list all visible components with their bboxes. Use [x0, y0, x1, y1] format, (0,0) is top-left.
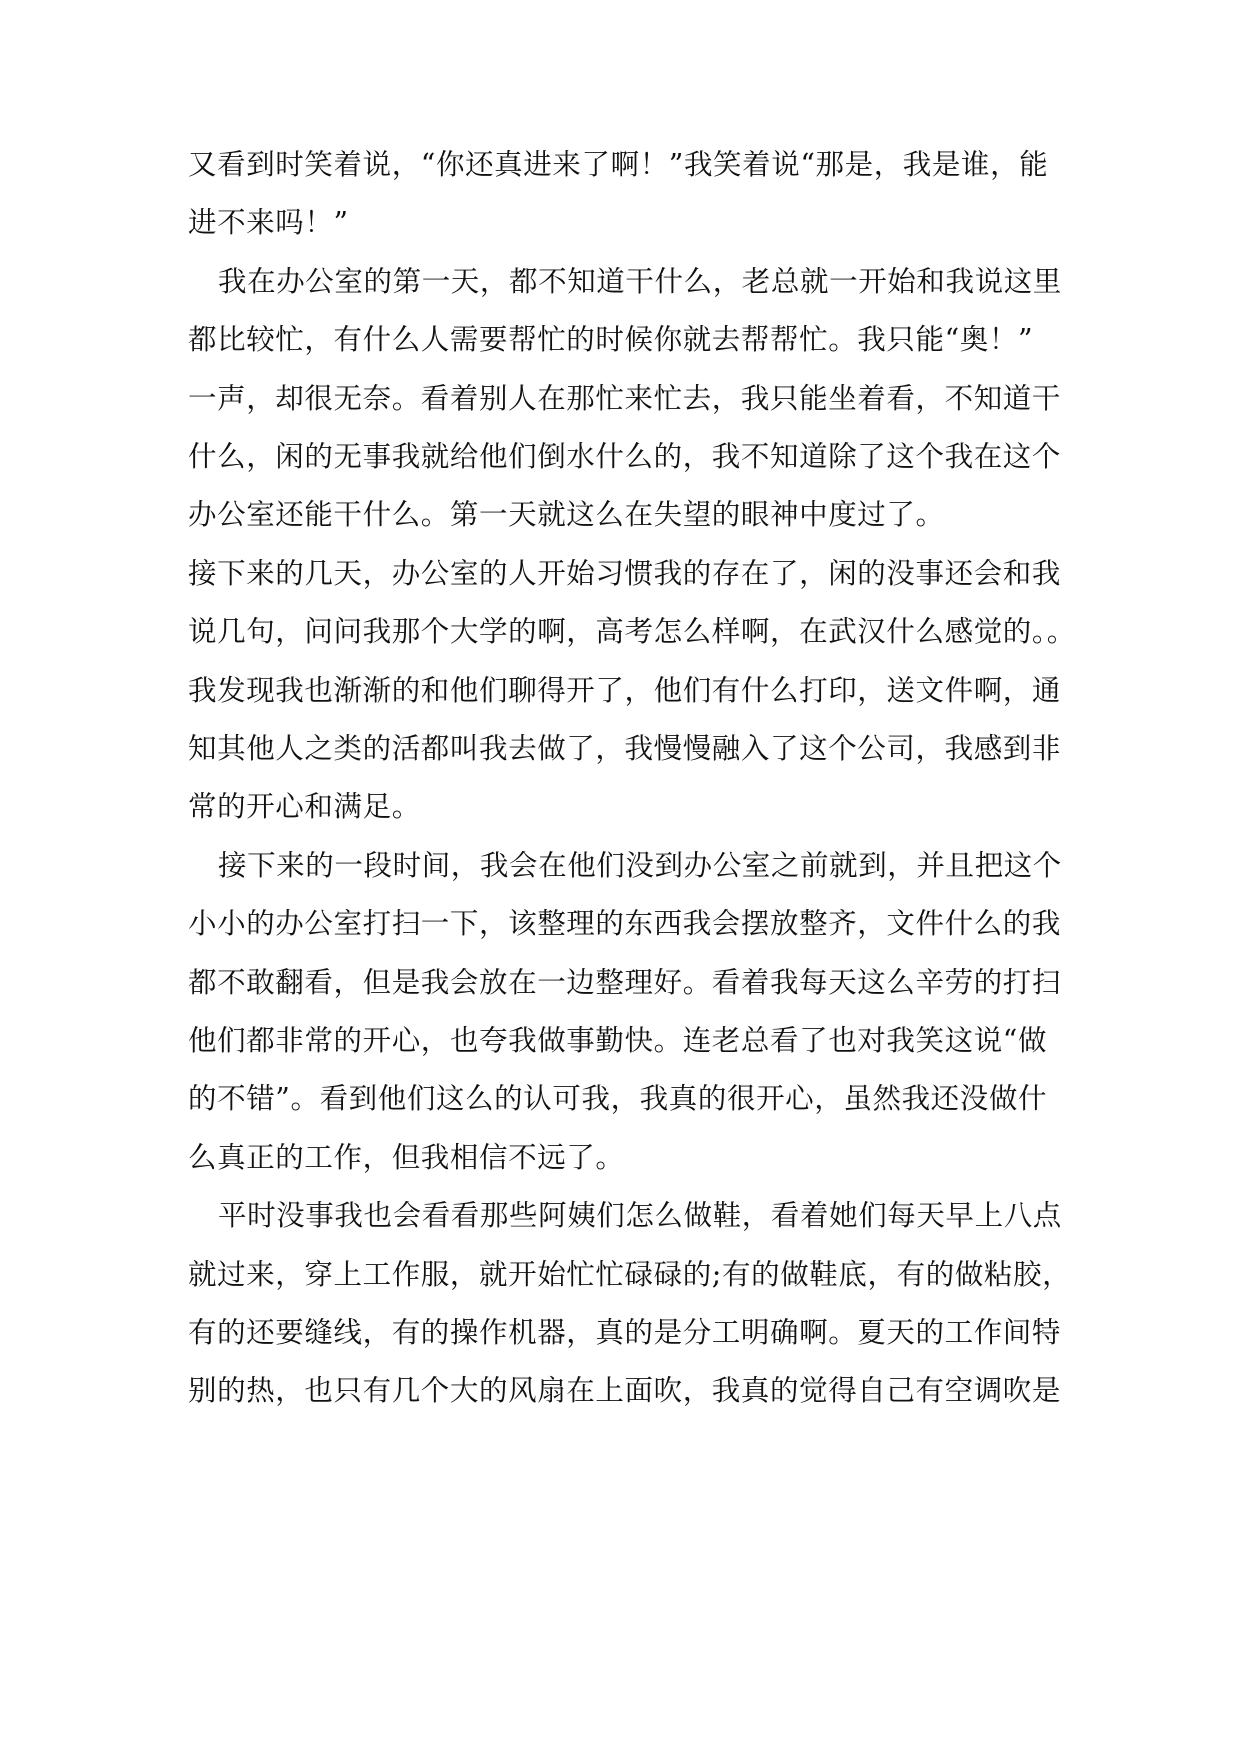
text-line: 都比较忙，有什么人需要帮忙的时候你就去帮帮忙。我只能“奥！”	[188, 323, 1034, 356]
paragraph-first-line: 我在办公室的第一天，都不知道干什么，老总就一开始和我说这里	[218, 265, 1062, 298]
text-line: 小小的办公室打扫一下，该整理的东西我会摆放整齐，文件什么的我	[188, 907, 1062, 940]
text-line: 什么，闲的无事我就给他们倒水什么的，我不知道除了这个我在这个	[188, 440, 1062, 473]
text-line: 别的热，也只有几个大的风扇在上面吹，我真的觉得自己有空调吹是	[188, 1374, 1062, 1407]
text-line: 进不来吗！”	[188, 206, 349, 239]
text-line: 有的还要缝线，有的操作机器，真的是分工明确啊。夏天的工作间特	[188, 1316, 1062, 1349]
text-line: 知其他人之类的活都叫我去做了，我慢慢融入了这个公司，我感到非	[188, 732, 1062, 765]
text-line: 一声，却很无奈。看着别人在那忙来忙去，我只能坐着看，不知道干	[188, 382, 1062, 415]
text-line: 的不错”。看到他们这么的认可我，我真的很开心，虽然我还没做什	[188, 1082, 1048, 1115]
paragraph-first-line: 接下来的几天，办公室的人开始习惯我的存在了，闲的没事还会和我	[188, 557, 1062, 590]
paragraph-first-line: 接下来的一段时间，我会在他们没到办公室之前就到，并且把这个	[218, 849, 1062, 882]
text-line: 又看到时笑着说，“你还真进来了啊！”我笑着说“那是，我是谁，能	[188, 148, 1049, 181]
text-line: 常的开心和满足。	[188, 790, 421, 823]
text-line: 说几句，问问我那个大学的啊，高考怎么样啊，在武汉什么感觉的。。	[188, 615, 1076, 648]
text-line: 我发现我也渐渐的和他们聊得开了，他们有什么打印，送文件啊，通	[188, 674, 1062, 707]
text-line: 就过来，穿上工作服，就开始忙忙碌碌的;有的做鞋底，有的做粘胶，	[188, 1258, 1072, 1291]
paragraph-first-line: 平时没事我也会看看那些阿姨们怎么做鞋，看着她们每天早上八点	[218, 1199, 1062, 1232]
text-line: 他们都非常的开心，也夸我做事勤快。连老总看了也对我笑这说“做	[188, 1024, 1048, 1057]
text-line: 么真正的工作，但我相信不远了。	[188, 1141, 625, 1174]
text-line: 都不敢翻看，但是我会放在一边整理好。看着我每天这么辛劳的打扫	[188, 966, 1062, 999]
text-line: 办公室还能干什么。第一天就这么在失望的眼神中度过了。	[188, 498, 945, 531]
